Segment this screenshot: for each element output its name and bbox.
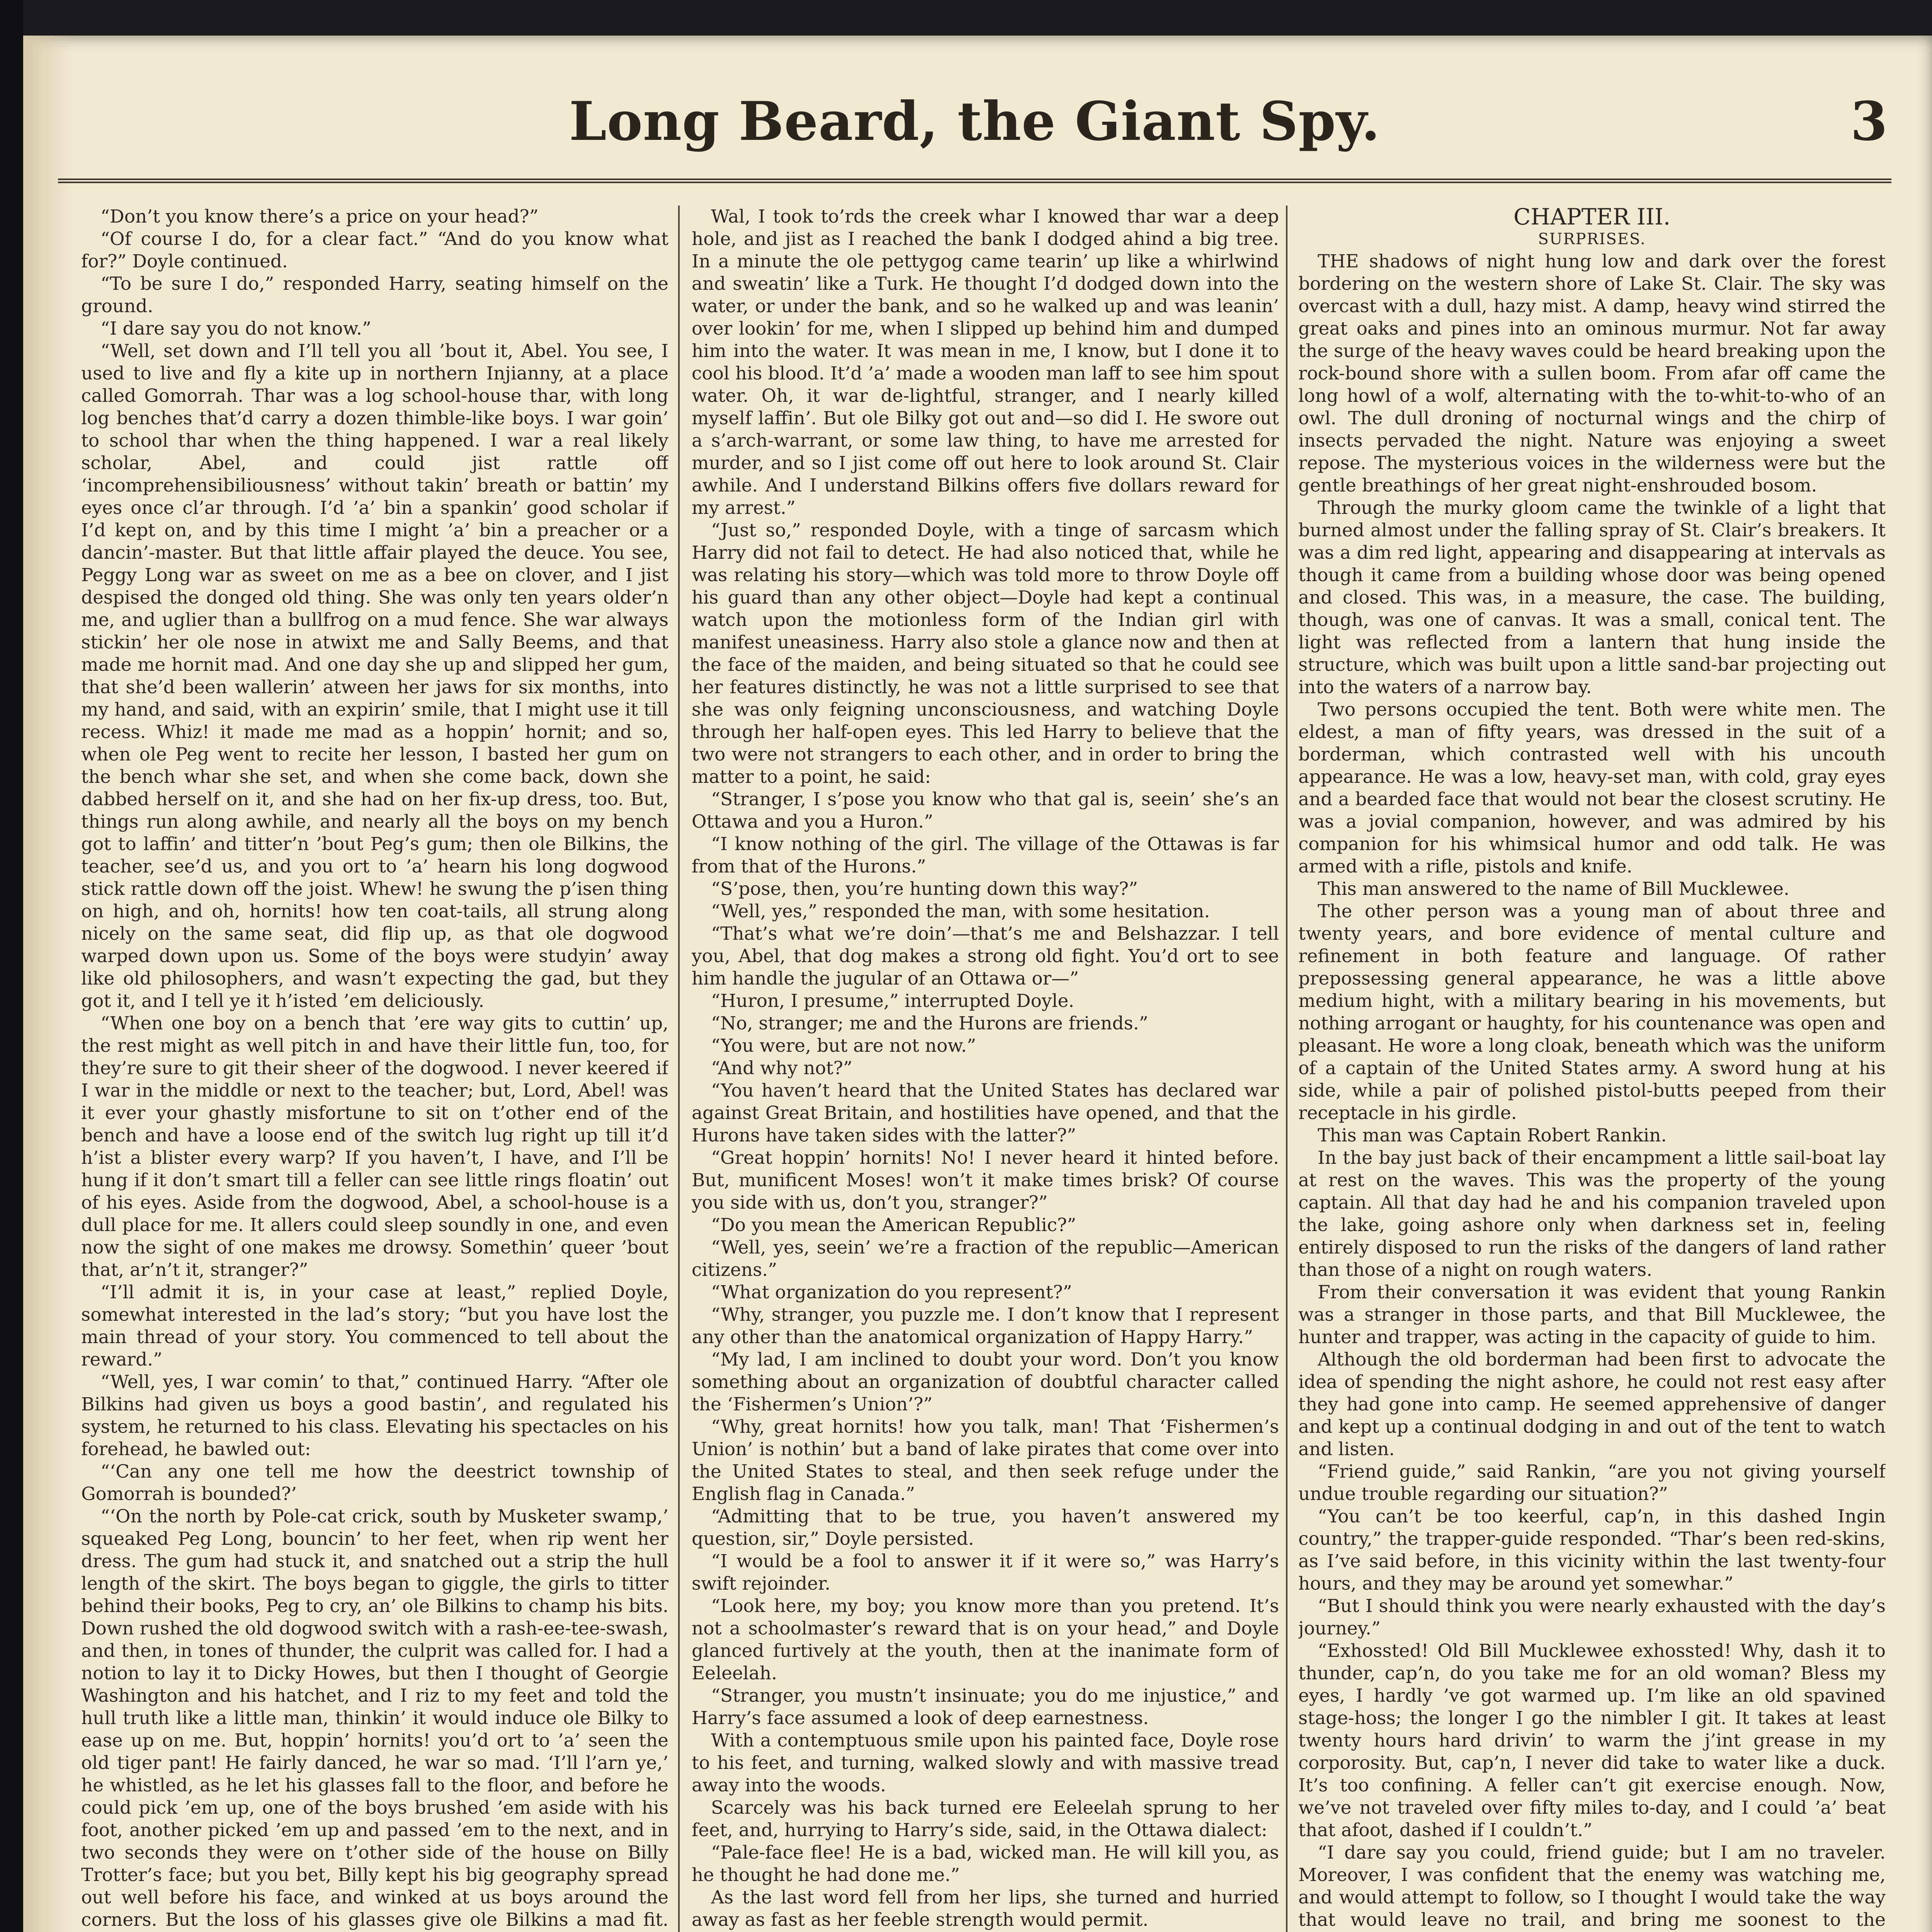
paragraph: “Friend guide,” said Rankin, “are you not giving yourself undue trouble regarding our situation?”	[1298, 1461, 1886, 1505]
running-title: Long Beard, the Giant Spy.	[569, 90, 1381, 153]
paragraph: In the bay just back of their encampment a little sail-boat lay at rest on the waves. This was the property of the young captain. All that day had he and his companion traveled upon the lake, going ashore only when darkness set in, feeling entirely disposed to run the risks of the dangers of land rather than those of a night on rough waters.	[1298, 1147, 1886, 1281]
paragraph: Scarcely was his back turned ere Eeleelah sprung to her feet, and, hurrying to Harry’s side, said, in the Ottawa dialect:	[692, 1797, 1279, 1841]
paragraph: “To be sure I do,” responded Harry, seating himself on the ground.	[81, 273, 668, 317]
paragraph: “Of course I do, for a clear fact.” “And do you know what for?” Doyle continued.	[81, 228, 668, 272]
paragraph: “Well, yes, seein’ we’re a fraction of the republic—American citizens.”	[692, 1237, 1279, 1281]
paragraph: Through the murky gloom came the twinkle of a light that burned almost under the falling spray of St. Clair’s breakers. It was a dim red light, appearing and disappearing at intervals as though it came from a building whose door was being opened and closed. This was, in a measure, the case. The building, though, was one of canvas. It was a small, conical tent. The light was reflected from a lantern that hung inside the structure, which was built upon a little sand-bar projecting out into the waters of a narrow bay.	[1298, 497, 1886, 698]
paragraph: “I dare say you do not know.”	[100, 318, 371, 339]
paragraph: THE shadows of night hung low and dark over the forest bordering on the western shore of Lake St. Clair. The sky was overcast with a dull, hazy mist. A damp, heavy wind stirred the great oaks and pines into an ominous murmur. Not far away the surge of the heavy waves could be heard breaking upon the rock-bound shore with a sullen boom. From afar off came the long howl of a wolf, alternating with the to-whit-to-who of an owl. The dull droning of nocturnal wings and the chirp of insects pervaded the night. Nature was enjoying a sweet repose. The mysterious voices in the wilderness were but the gentle breathings of her great night-enshrouded bosom.	[1298, 251, 1886, 496]
paragraph: “Stranger, I s’pose you know who that gal is, seein’ she’s an Ottawa and you a Huron.”	[692, 789, 1279, 832]
paragraph: “That’s what we’re doin’—that’s me and Belshazzar. I tell you, Abel, that dog makes a strong old fight. You’d ort to see him handle the jugular of an Ottawa or—”	[692, 923, 1279, 989]
paragraph: “You haven’t heard that the United States has declared war against Great Britain, and hostilities have opened, and that the Hurons have taken sides with the latter?”	[692, 1080, 1279, 1146]
column-rule	[1286, 206, 1287, 1932]
paragraph: “I’ll admit it is, in your case at least,” replied Doyle, somewhat interested in the lad’s story; “but you have lost the main thread of your story. You commenced to tell about the reward.”	[81, 1282, 668, 1370]
paragraph: “Well, yes, I war comin’ to that,” continued Harry. “After ole Bilkins had given us boys a good bastin’, and regulated his system, he returned to his class. Elevating his spectacles on his forehead, he bawled out:	[81, 1371, 668, 1460]
paragraph: “Look here, my boy; you know more than you pretend. It’s not a schoolmaster’s reward that is on your head,” and Doyle glanced furtively at the youth, then at the inanimate form of Eeleelah.	[692, 1595, 1279, 1684]
page-number: 3	[1850, 90, 1888, 153]
paragraph: “I dare say you could, friend guide; but I am no traveler. Moreover, I was confident that the enemy was watching me, and would attempt to follow, so I thought I would take the way that would leave no trail, and bring me soonest to the	[1298, 1842, 1886, 1930]
paragraph: “Well, yes,” responded the man, with some hesitation.	[711, 901, 1210, 922]
paragraph: “Well, set down and I’ll tell you all ’bout it, Abel. You see, I used to live and fly a kite up in northern Injianny, at a place called Gomorrah. Thar was a log school-house thar, with long log benches that’d carry a dozen thimble-like boys. I war goin’ to school thar when the thing happened. I war a real likely scholar, Abel, and could jist rattle off ‘incomprehensibiliousness’ without takin’ breath or battin’ my eyes once cl’ar through. I’d ’a’ bin a spankin’ good scholar if I’d kept on, and by this time I might ’a’ bin a preacher or a dancin’-master. But that little affair played the deuce. You see, Peggy Long war as sweet on me as a bee on clover, and I jist despised the donged old thing. She was only ten years older’n me, and uglier than a bullfrog on a mud fence. She war always stickin’ her ole nose in atwixt me and Sally Beems, and that made me hornit mad. And one day she up and slipped her gum, that she’d been wallerin’ atween her jaws for six months, into my hand, and said, with an expirin’ smile, that I might use it till recess. Whiz! it made me mad as a hoppin’ hornit; and so, when ole Peg went to recite her lesson, I basted her gum on the bench whar she set, and when she come back, down she dabbed herself on it, and she had on her fix-up dress, too. But, things run along awhile, and nearly all the boys on my bench got to laffin’ and titter’n ’bout Peg’s gum; then ole Bilkins, the teacher, see’d us, and you ort to ’a’ hearn his long dogwood stick rattle down off the joist. Whew! he swung the p’isen thing on high, and oh, hornits! how ten coat-tails, all strung along nicely on the same seat, did flip up, as that ole dogwood warped down upon us. Some of the boys were studyin’ away like old philosophers, and wasn’t expecting the gad, but they got it, and I tell ye it h’isted ’em deliciously.	[81, 340, 668, 1012]
paragraph: “Admitting that to be true, you haven’t answered my question, sir,” Doyle persisted.	[692, 1506, 1279, 1549]
paragraph: “Pale-face flee! He is a bad, wicked man. He will kill you, as he thought he had done me.”	[692, 1842, 1279, 1886]
paragraph: “Stranger, you mustn’t insinuate; you do me injustice,” and Harry’s face assumed a look of deep earnestness.	[692, 1685, 1279, 1729]
document-page	[23, 36, 1932, 1932]
paragraph: As the last word fell from her lips, she turned and hurried away as fast as her feeble strength would permit.	[692, 1887, 1279, 1930]
paragraph: The other person was a young man of about three and twenty years, and bore evidence of mental culture and refinement in both feature and language. Of rather prepossessing general appearance, he was a little above medium hight, with a military bearing in his movements, but nothing arrogant or haughty, for his countenance was open and pleasant. He wore a long cloak, beneath which was the uniform of a captain of the United States army. A sword hung at his side, while a pair of polished pistol-butts peeped from their receptacle in his girdle.	[1298, 901, 1886, 1124]
paragraph: “Just so,” responded Doyle, with a tinge of sarcasm which Harry did not fail to detect. He had also noticed that, while he was relating his story—which was told more to throw Doyle off his guard than any other object—Doyle had kept a continual watch upon the motionless form of the Indian girl with manifest uneasiness. Harry also stole a glance now and then at the face of the maiden, and being situated so that he could see her features distinctly, he was not a little surprised to see that she was only feigning unconsciousness, and watching Doyle through her half-open eyes. This led Harry to believe that the two were not strangers to each other, and in order to bring the matter to a point, he said:	[692, 520, 1279, 787]
paragraph: “Exhossted! Old Bill Mucklewee exhossted! Why, dash it to thunder, cap’n, do you take me for an old woman? Bless my eyes, I hardly ’ve got warmed up. I’m like an old spavined stage-hoss; the longer I go the nimbler I git. It takes at least twenty hours hard drivin’ to warm the j’int grease in my corporosity. But, cap’n, I never did take to water like a duck. It’s too confining. A feller can’t git exercise enough. Now, we’ve not traveled over fifty miles to-day, and I could ’a’ beat that afoot, dashed if I couldn’t.”	[1298, 1640, 1886, 1841]
paragraph: Two persons occupied the tent. Both were white men. The eldest, a man of fifty years, was dressed in the suit of a borderman, which contrasted well with his uncouth appearance. He was a low, heavy-set man, with cold, gray eyes and a bearded face that would not bear the closest scrutiny. He was a jovial companion, however, and was admired by his companion for his whimsical humor and odd talk. He was armed with a rifle, pistols and knife.	[1298, 699, 1886, 877]
paragraph: “‘On the north by Pole-cat crick, south by Musketer swamp,’ squeaked Peg Long, bouncin’ to her feet, when rip went her dress. The gum had stuck it, and snatched out a strip the hull length of the skirt. The boys began to giggle, the girls to titter behind their books, Peg to cry, an’ ole Bilkins to champ his bits. Down rushed the old dogwood switch with a rash-ee-tee-swash, and then, in tones of thunder, the culprit was called for. I had a notion to lay it to Dicky Howes, but then I thought of Georgie Washington and his hatchet, and I riz to my feet and told the hull truth like a little man, thinkin’ it would induce ole Bilky to ease up on me. But, hoppin’ hornits! you’d ort to ’a’ seen the old tiger pant! He fairly danced, he war so mad. ‘I’ll l’arn ye,’ he whistled, as he let his glasses fall to the floor, and before he could pick ’em up, one of the boys brushed ’em aside with his foot, another picked ’em up and passed ’em to the next, and in two seconds they were on t’other side of the house on Billy Trotter’s face; but you bet, Billy kept his big geography spread out well before his face, and winked at us boys around the corners. But the loss of his glasses give ole Bilkins a mad fit.	[81, 1506, 668, 1930]
paragraph: This man was Captain Robert Rankin.	[1318, 1125, 1667, 1146]
paragraph: “Don’t you know there’s a price on your head?”	[100, 206, 539, 227]
page-header	[58, 86, 1891, 183]
paragraph: “Huron, I presume,” interrupted Doyle.	[711, 990, 1075, 1012]
paragraph: This man answered to the name of Bill Mucklewee.	[1318, 878, 1789, 900]
paragraph: “What organization do you represent?”	[711, 1282, 1072, 1303]
paragraph: “I know nothing of the girl. The village of the Ottawas is far from that of the Hurons.”	[692, 833, 1279, 877]
paragraph: “‘Can any one tell me how the deestrict township of Gomorrah is bounded?’	[81, 1461, 668, 1505]
paragraph: “I would be a fool to answer it if it were so,” was Harry’s swift rejoinder.	[692, 1551, 1279, 1594]
paragraph: From their conversation it was evident that young Rankin was a stranger in those parts, and that Bill Mucklewee, the hunter and trapper, was acting in the capacity of guide to him.	[1298, 1282, 1886, 1348]
paragraph: “You can’t be too keerful, cap’n, in this dashed Ingin country,” the trapper-guide responded. “Thar’s been red-skins, as I’ve said before, in this vicinity within the last twenty-four hours, and they may be around yet somewhar.”	[1298, 1506, 1886, 1594]
text-column-2	[692, 206, 1279, 1932]
paragraph: “Do you mean the American Republic?”	[711, 1214, 1077, 1236]
paragraph: “S’pose, then, you’re hunting down this way?”	[711, 878, 1138, 900]
column-rule	[678, 206, 680, 1932]
paragraph: “My lad, I am inclined to doubt your word. Don’t you know something about an organization of doubtful character called the ‘Fishermen’s Union’?”	[692, 1349, 1279, 1415]
paragraph: Wal, I took to’rds the creek whar I knowed thar war a deep hole, and jist as I reached the bank I dodged ahind a big tree. In a minute the ole pettygog came tearin’ up like a whirlwind and sweatin’ like a Turk. He thought I’d dodged down into the water, or under the bank, and so he walked up and was leanin’ over lookin’ for me, when I slipped up behind him and dumped him into the water. It was mean in me, I know, but I done it to cool his blood. It’d ’a’ made a wooden man laff to see him spout water. Oh, it war de-lightful, stranger, and I nearly killed myself laffin’. But ole Bilky got out and—so did I. He swore out a s’arch-warrant, or some law thing, to have me arrested for murder, and so I jist come off out here to look around St. Clair awhile. And I understand Bilkins offers five dollars reward for my arrest.”	[692, 206, 1279, 519]
paragraph: “Great hoppin’ hornits! No! I never heard it hinted before. But, munificent Moses! won’t it make times brisk? Of course you side with us, don’t you, stranger?”	[692, 1147, 1279, 1213]
paragraph: “Why, stranger, you puzzle me. I don’t know that I represent any other than the anatomical organization of Happy Harry.”	[692, 1304, 1279, 1348]
paragraph: “No, stranger; me and the Hurons are friends.”	[711, 1013, 1148, 1034]
paragraph: Although the old borderman had been first to advocate the idea of spending the night ashore, he could not rest easy after they had gone into camp. He seemed apprehensive of danger and kept up a continual dodging in and out of the tent to watch and listen.	[1298, 1349, 1886, 1460]
text-column-1	[81, 206, 668, 1932]
paragraph: With a contemptuous smile upon his painted face, Doyle rose to his feet, and turning, walked slowly and with massive tread away into the woods.	[692, 1730, 1279, 1796]
paragraph: “And why not?”	[711, 1058, 852, 1079]
text-column-3	[1298, 206, 1886, 1932]
chapter-title: CHAPTER III.	[1513, 206, 1671, 230]
paragraph: “You were, but are not now.”	[711, 1035, 976, 1056]
paragraph: “But I should think you were nearly exhausted with the day’s journey.”	[1298, 1595, 1886, 1639]
chapter-subtitle: SURPRISES.	[1538, 230, 1646, 248]
page-binding	[0, 0, 23, 1932]
paragraph: “When one boy on a bench that ’ere way gits to cuttin’ up, the rest might as well pitch in and have their little fun, too, for they’re sure to git their sheer of the dogwood. I never keered if I war in the middle or next to the teacher; but, Lord, Abel! was it ever your ghastly misfortune to sit on t’other end of the bench and have a loose end of the switch lug right up till it’d h’ist a blister every warp? If you haven’t, I have, and I’ll be hung if it don’t smart till a feller can see little rings floatin’ out of his eyes. Aside from the dogwood, Abel, a school-house is a dull place for me. It allers could sleep soundly in one, and even now the sight of one makes me drowsy. Somethin’ queer ’bout that, ar’n’t it, stranger?”	[81, 1013, 668, 1281]
paragraph: “Why, great hornits! how you talk, man! That ‘Fishermen’s Union’ is nothin’ but a band of lake pirates that come over into the United States to steal, and then seek refuge under the English flag in Canada.”	[692, 1416, 1279, 1505]
